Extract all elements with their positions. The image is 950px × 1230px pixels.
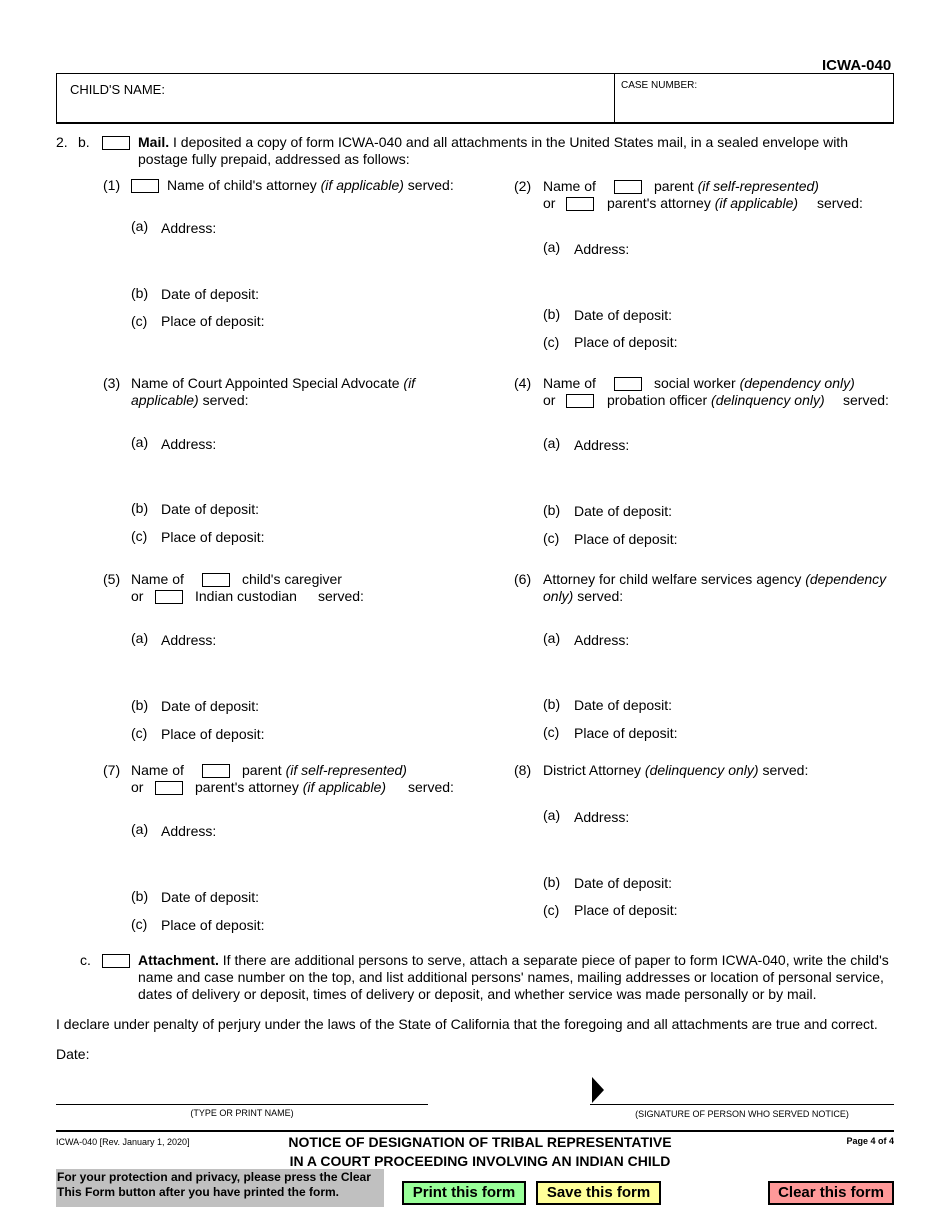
s7-number: (7) bbox=[103, 762, 121, 778]
s3-note-b: applicable) bbox=[131, 392, 199, 408]
s2-served: served: bbox=[817, 195, 863, 211]
s2-a: (a) bbox=[543, 239, 561, 255]
item-2b-letter: b. bbox=[78, 134, 90, 150]
s7-attorney-note: (if applicable) bbox=[302, 779, 387, 795]
s1-a: (a) bbox=[131, 218, 149, 234]
save-button[interactable]: Save this form bbox=[536, 1181, 661, 1205]
s3-line1 bbox=[131, 375, 415, 391]
s3-place-label: Place of deposit: bbox=[161, 529, 265, 545]
footer-page: Page 4 of 4 bbox=[846, 1136, 894, 1146]
s5-caregiver: child's caregiver bbox=[242, 571, 342, 587]
s7-line1 bbox=[242, 762, 407, 778]
s6-note-b: only) bbox=[543, 588, 574, 604]
s4-place-label: Place of deposit: bbox=[574, 531, 678, 547]
s5-or: or bbox=[131, 588, 144, 604]
form-id: ICWA-040 bbox=[822, 57, 892, 74]
case-number-field[interactable] bbox=[616, 94, 892, 122]
s4-social-worker: social worker bbox=[654, 375, 736, 391]
s8-served: served: bbox=[762, 762, 809, 778]
s2-address-label: Address: bbox=[574, 241, 630, 257]
date-label: Date: bbox=[56, 1046, 90, 1062]
s7-parent-note: (if self-represented) bbox=[285, 762, 407, 778]
date-field[interactable] bbox=[95, 1044, 425, 1064]
s2-attorney-note: (if applicable) bbox=[714, 195, 799, 211]
s8-b: (b) bbox=[543, 874, 561, 890]
declaration: I declare under penalty of perjury under the laws of the State of California that the foregoing and all attachments are true and correct. bbox=[56, 1016, 878, 1032]
s4-b: (b) bbox=[543, 502, 561, 518]
s6-served: served: bbox=[577, 588, 624, 604]
type-name-label: (TYPE OR PRINT NAME) bbox=[190, 1108, 294, 1118]
s5-custodian-checkbox[interactable] bbox=[155, 590, 183, 604]
mail-text-1: I deposited a copy of form ICWA-040 and all attachments in the United States mail, in a sealed envelope with bbox=[173, 134, 848, 150]
s6-date-label: Date of deposit: bbox=[574, 697, 673, 713]
s1-checkbox[interactable] bbox=[131, 179, 159, 193]
s4-social-worker-checkbox[interactable] bbox=[614, 377, 642, 391]
mail-statement bbox=[138, 134, 898, 150]
footer-rev: ICWA-040 [Rev. January 1, 2020] bbox=[56, 1137, 190, 1147]
s5-c: (c) bbox=[131, 725, 148, 741]
s8-note: (delinquency only) bbox=[644, 762, 759, 778]
s7-b: (b) bbox=[131, 888, 149, 904]
s1-c: (c) bbox=[131, 313, 148, 329]
s3-line2 bbox=[131, 392, 249, 408]
s4-number: (4) bbox=[514, 375, 532, 391]
mail-checkbox[interactable] bbox=[102, 136, 130, 150]
s6-b: (b) bbox=[543, 696, 561, 712]
s8-line1 bbox=[543, 762, 808, 778]
s3-c: (c) bbox=[131, 528, 148, 544]
s6-place-label: Place of deposit: bbox=[574, 725, 678, 741]
attachment-text-1: If there are additional persons to serve, attach a separate piece of paper to form ICWA-040, write the child's bbox=[222, 952, 889, 968]
footer-rule bbox=[56, 1130, 894, 1132]
s6-a: (a) bbox=[543, 630, 561, 646]
type-name-field[interactable] bbox=[56, 1080, 428, 1104]
s2-attorney: parent's attorney bbox=[607, 195, 711, 211]
s2-line2 bbox=[607, 195, 798, 211]
s6-address-label: Address: bbox=[574, 632, 630, 648]
s2-date-label: Date of deposit: bbox=[574, 307, 673, 323]
childs-name-label: CHILD'S NAME: bbox=[70, 82, 165, 97]
s6-text: Attorney for child welfare services agency bbox=[543, 571, 802, 587]
header-divider bbox=[614, 73, 615, 124]
s5-address-label: Address: bbox=[161, 632, 217, 648]
attachment-checkbox[interactable] bbox=[102, 954, 130, 968]
s8-a: (a) bbox=[543, 807, 561, 823]
attachment-line3: dates of delivery or deposit, times of delivery or deposit, and whether service was made personally or by mail. bbox=[138, 986, 817, 1002]
s7-served: served: bbox=[408, 779, 454, 795]
s4-name-of: Name of bbox=[543, 375, 596, 391]
s2-attorney-checkbox[interactable] bbox=[566, 197, 594, 211]
s8-address-label: Address: bbox=[574, 809, 630, 825]
signature-arrow-icon bbox=[592, 1077, 604, 1103]
s5-served: served: bbox=[318, 588, 364, 604]
s7-a: (a) bbox=[131, 821, 149, 837]
type-name-line bbox=[56, 1104, 428, 1105]
s5-caregiver-checkbox[interactable] bbox=[202, 573, 230, 587]
s2-line1 bbox=[654, 178, 819, 194]
s2-parent-checkbox[interactable] bbox=[614, 180, 642, 194]
s8-date-label: Date of deposit: bbox=[574, 875, 673, 891]
s5-date-label: Date of deposit: bbox=[161, 698, 260, 714]
s4-probation-checkbox[interactable] bbox=[566, 394, 594, 408]
signature-label: (SIGNATURE OF PERSON WHO SERVED NOTICE) bbox=[635, 1109, 849, 1119]
s7-c: (c) bbox=[131, 916, 148, 932]
s2-name-of: Name of bbox=[543, 178, 596, 194]
s1-number: (1) bbox=[103, 177, 121, 193]
print-button[interactable]: Print this form bbox=[402, 1181, 526, 1205]
s8-place-label: Place of deposit: bbox=[574, 902, 678, 918]
attachment-letter: c. bbox=[80, 952, 91, 968]
s6-line2 bbox=[543, 588, 623, 604]
s7-date-label: Date of deposit: bbox=[161, 889, 260, 905]
s5-a: (a) bbox=[131, 630, 149, 646]
childs-name-field[interactable] bbox=[57, 96, 612, 122]
s2-b: (b) bbox=[543, 306, 561, 322]
s2-place-label: Place of deposit: bbox=[574, 334, 678, 350]
s2-number: (2) bbox=[514, 178, 532, 194]
s3-text: Name of Court Appointed Special Advocate bbox=[131, 375, 400, 391]
attachment-label: Attachment. bbox=[138, 952, 219, 968]
s3-date-label: Date of deposit: bbox=[161, 501, 260, 517]
s3-b: (b) bbox=[131, 500, 149, 516]
clear-button[interactable]: Clear this form bbox=[768, 1181, 894, 1205]
item-2-number: 2. bbox=[56, 134, 68, 150]
s1-label bbox=[167, 177, 454, 193]
s4-c: (c) bbox=[543, 530, 560, 546]
s6-line1 bbox=[543, 571, 886, 587]
s7-attorney-checkbox[interactable] bbox=[155, 781, 183, 795]
mail-label: Mail. bbox=[138, 134, 170, 150]
s7-parent: parent bbox=[242, 762, 282, 778]
s5-number: (5) bbox=[103, 571, 121, 587]
s7-place-label: Place of deposit: bbox=[161, 917, 265, 933]
s1-b: (b) bbox=[131, 285, 149, 301]
s8-c: (c) bbox=[543, 902, 560, 918]
s4-a: (a) bbox=[543, 435, 561, 451]
signature-line bbox=[590, 1104, 894, 1105]
s1-place-label: Place of deposit: bbox=[161, 313, 265, 329]
s7-parent-checkbox[interactable] bbox=[202, 764, 230, 778]
s1-text: Name of child's attorney bbox=[167, 177, 317, 193]
s7-name-of: Name of bbox=[131, 762, 184, 778]
attachment-line2: name and case number on the top, and list additional persons' names, mailing addresses or location of personal service, bbox=[138, 969, 884, 985]
s4-probation-note: (delinquency only) bbox=[711, 392, 825, 408]
s1-italic: (if applicable) bbox=[320, 177, 404, 193]
s7-attorney: parent's attorney bbox=[195, 779, 299, 795]
s3-address-label: Address: bbox=[161, 436, 217, 452]
s1-served: served: bbox=[407, 177, 454, 193]
footer-title-2: IN A COURT PROCEEDING INVOLVING AN INDIAN CHILD bbox=[289, 1153, 671, 1169]
s8-text: District Attorney bbox=[543, 762, 642, 778]
s4-line2 bbox=[607, 392, 825, 408]
s2-or: or bbox=[543, 195, 556, 211]
s2-parent-note: (if self-represented) bbox=[697, 178, 819, 194]
privacy-line-2: This Form button after you have printed the form. bbox=[57, 1185, 340, 1199]
s3-note-a: (if bbox=[403, 375, 416, 391]
s3-number: (3) bbox=[103, 375, 121, 391]
footer-title-1: NOTICE OF DESIGNATION OF TRIBAL REPRESENTATIVE bbox=[288, 1134, 672, 1150]
s3-served: served: bbox=[202, 392, 249, 408]
s5-custodian: Indian custodian bbox=[195, 588, 297, 604]
s4-date-label: Date of deposit: bbox=[574, 503, 673, 519]
s2-c: (c) bbox=[543, 334, 560, 350]
s6-note-a: (dependency bbox=[805, 571, 887, 587]
s1-address-label: Address: bbox=[161, 220, 217, 236]
s2-parent: parent bbox=[654, 178, 694, 194]
s5-place-label: Place of deposit: bbox=[161, 726, 265, 742]
s6-number: (6) bbox=[514, 571, 532, 587]
s4-or: or bbox=[543, 392, 556, 408]
s4-served: served: bbox=[843, 392, 889, 408]
attachment-line1 bbox=[138, 952, 898, 968]
mail-text-2: postage fully prepaid, addressed as follows: bbox=[138, 151, 410, 167]
s7-line2 bbox=[195, 779, 386, 795]
s6-c: (c) bbox=[543, 724, 560, 740]
s5-b: (b) bbox=[131, 697, 149, 713]
s8-number: (8) bbox=[514, 762, 532, 778]
s4-address-label: Address: bbox=[574, 437, 630, 453]
s4-probation: probation officer bbox=[607, 392, 708, 408]
s4-line1 bbox=[654, 375, 855, 391]
s7-address-label: Address: bbox=[161, 823, 217, 839]
s1-date-label: Date of deposit: bbox=[161, 286, 260, 302]
s3-a: (a) bbox=[131, 434, 149, 450]
privacy-line-1: For your protection and privacy, please press the Clear bbox=[57, 1170, 371, 1184]
case-number-label: CASE NUMBER: bbox=[621, 80, 698, 91]
s7-or: or bbox=[131, 779, 144, 795]
s4-social-worker-note: (dependency only) bbox=[739, 375, 855, 391]
s5-name-of: Name of bbox=[131, 571, 184, 587]
